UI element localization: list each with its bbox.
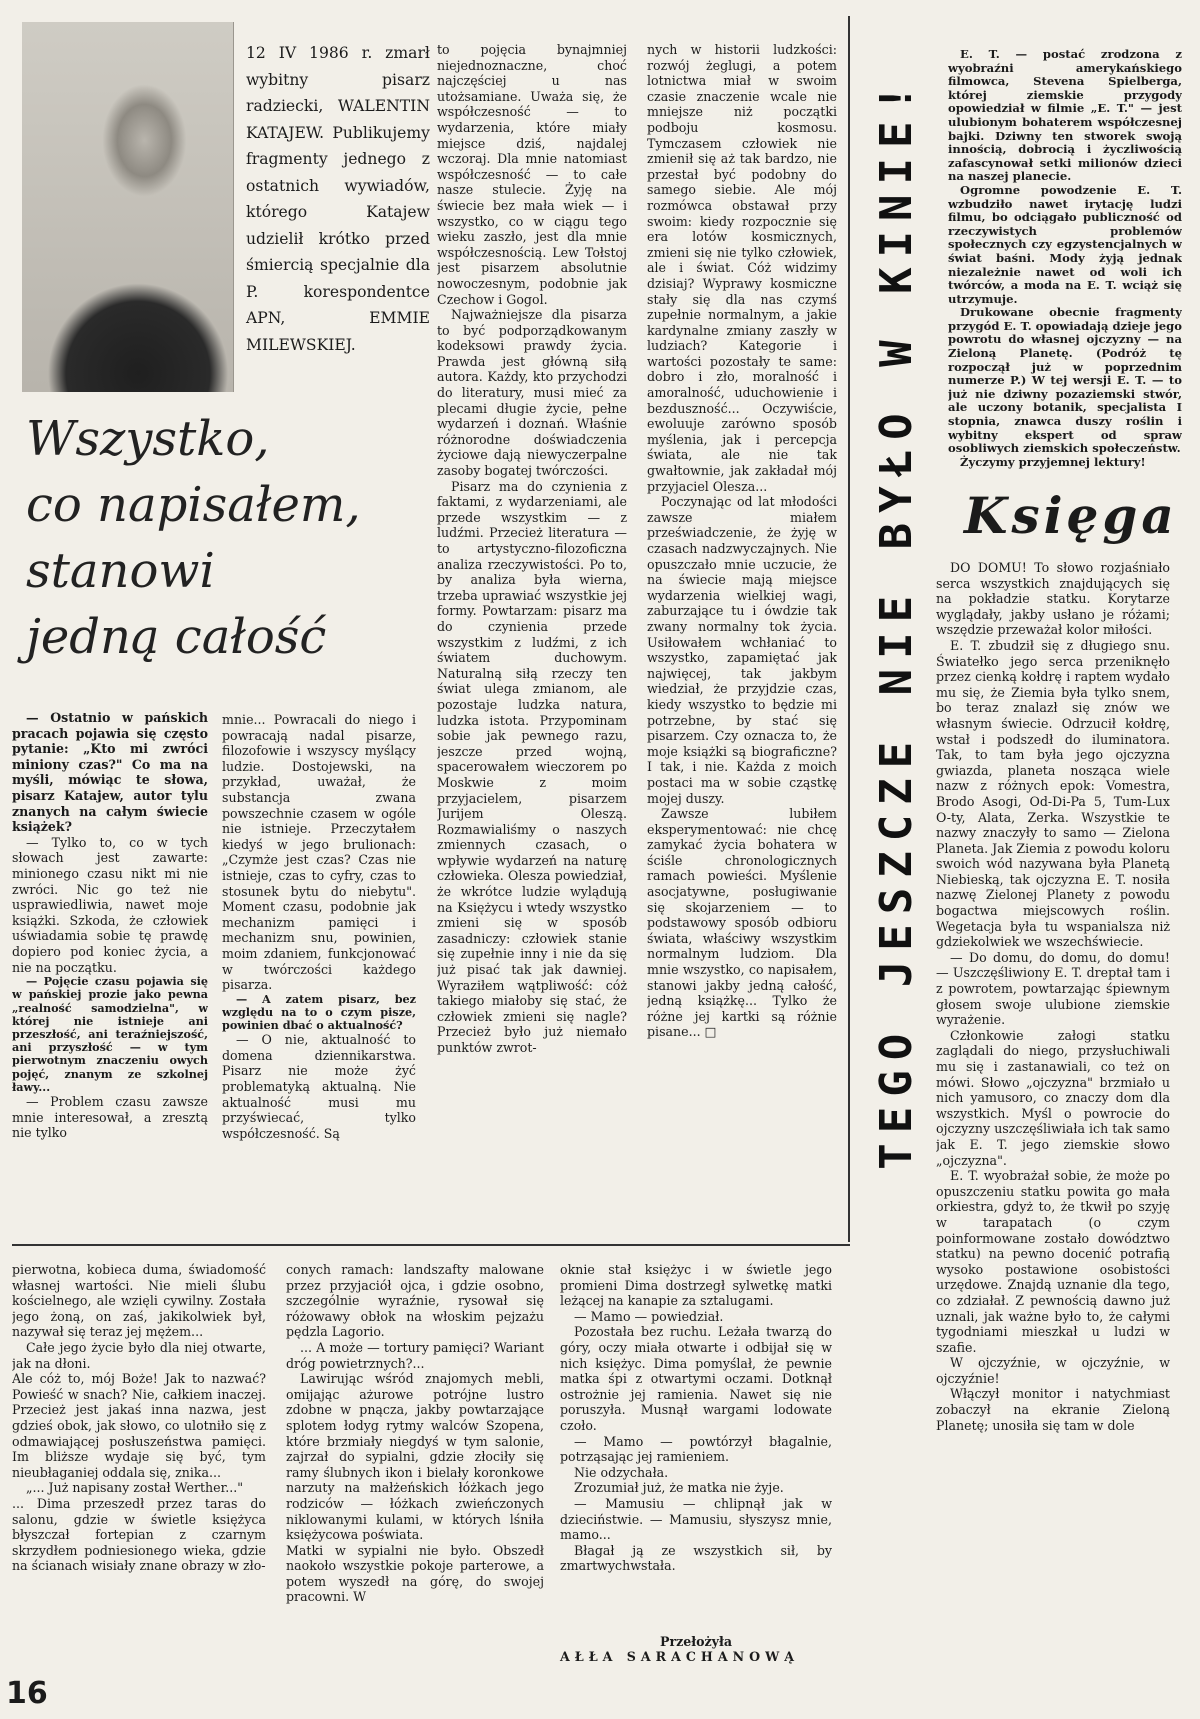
- paragraph: — Ostatnio w pańskich pracach pojawia się często pytanie: „Kto mi zwróci miniony czas?" Co ma na myśli, mówiąc te słowa, pisarz Katajew, autor tylu znanych na całym świecie książek?: [12, 710, 208, 835]
- left-column-4: [647, 42, 837, 1222]
- paragraph: Włączył monitor i natychmiast zobaczył na ekranie Zieloną Planetę; unosiła się tam w dole: [936, 1386, 1170, 1433]
- paragraph: Zawsze lubiłem eksperymentować: nie chcę zamykać życia bohatera w ściśle chronologicznych ramach powieści. Myślenie asocjatywne, posługiwanie się skojarzeniem — to podstawowy sposób odbioru świata, właściwy wszystkim normalnym ludziom. Dla mnie wszystko, co napisałem, stanowi jakby jedną całość, jedną książkę... Tylko że różne jej kartki są różnie pisane... □: [647, 806, 837, 1040]
- paragraph: — Mamusiu — chlipnął jak w dzieciństwie. — Mamusiu, słyszysz mnie, mamo...: [560, 1495, 832, 1543]
- paragraph: Matki w sypialni nie było. Obszedł naokoło wszystkie pokoje parterowe, a potem wyszedł na górę, do swojej pracowni. W: [286, 1542, 544, 1605]
- paragraph: pierwotna, kobieca duma, świadomość własnej wartości. Nie mieli ślubu kościelnego, ale wzięli cywilny. Została jego żoną, on zaś, jakikolwiek był, nazywał się teraz jej mężem...: [12, 1262, 266, 1340]
- translator-label: Przełożyła: [660, 1634, 732, 1649]
- paragraph: to pojęcia bynajmniej niejednoznaczne, choć najczęściej u nas utożsamiane. Uważa się, że współczesność — to wydarzenia, które miały miejsce dziś, najdalej wczoraj. Dla mnie natomiast współczesność — to całe nasze stulecie. Żyję na świecie bez mała wiek — i wszystko, co w ciągu tego wieku zaszło, jest dla mnie współczesnością. Lew Tołstoj jest pisarzem absolutnie nowoczesnym, podobnie jak Czechow i Gogol.: [437, 42, 627, 307]
- left-column-2: [222, 712, 416, 1220]
- intro-paragraph: 12 IV 1986 r. zmarł wybitny pisarz radziecki, WALENTIN KATAJEW. Publikujemy fragmenty jednego z ostatnich wywiadów, którego Katajew udzielił krótko przed śmiercią specjalnie dla P. korespondentce APN, EMMIE MILEWSKIEJ.: [246, 44, 430, 354]
- left-column-3: [437, 42, 627, 1222]
- section-title: Księga: [964, 486, 1178, 545]
- paragraph: E. T. zbudził się z długiego snu. Światełko jego serca przeniknęło przez cienką kołdrę i raptem wydało mu się, że Ziemia była tylko snem, bo teraz znalazł się znów we własnym świecie. Odrzucił kołdrę, wstał i podszedł do iluminatora. Tak, to tam była jego ojczyzna gwiazda, planeta nosząca wiele nazw z różnych epok: Vomestra, Brodo Asogi, Od-Di-Pa 5, Tum-Lux O-ty, Alata, Zerka. Wszystkie te nazwy znaczyły to samo — Zielona Planeta. Jak Ziemia z powodu koloru swoich wód nazywana była Planetą Niebieską, tak ojczyzna E. T. nosiła nazwę Zielonej Planety z powodu bogactwa miejscowych roślin. Wegetacja była tu wspanialsza niż gdziekolwiek we wszechświecie.: [936, 637, 1170, 950]
- paragraph: W ojczyźnie, w ojczyźnie, w ojczyźnie!: [936, 1355, 1170, 1386]
- paragraph: Pisarz ma do czynienia z faktami, z wydarzeniami, ale przede wszystkim — z ludźmi. Przecież literatura — to artystyczno-filozoficzna analiza rzeczywistości. Po to, by analiza była wierna, trzeba uprawiać wszystkie jej formy. Powtarzam: pisarz ma do czynienia przede wszystkim z ludźmi, z ich światem duchowym. Naturalną siłą rzeczy ten świat ulega zmianom, ale pozostaje ludzka natura, ludzka istota. Przypominam sobie jak pewnego razu, jeszcze przed wojną, spacerowałem wieczorem po Moskwie z moim przyjacielem, pisarzem Jurijem Oleszą. Rozmawialiśmy o naszych zmiennych czasach, o wpływie wydarzeń na naturę człowieka. Olesza powiedział, że wkrótce ludzie wylądują na Księżycu i wtedy wszystko zmieni się w sposób zasadniczy: człowiek stanie się zupełnie inny i nie da się już pisać tak jak dawniej. Wyraziłem wątpliwość: cóż takiego miałoby się stać, że człowiek zmieni się nagle? Przecież było już niemało punktów zwrot-: [437, 478, 627, 1055]
- paragraph: Lawirując wśród znajomych mebli, omijając ażurowe potrójne lustro zdobne w pnącza, jakby powtarzające splotem łodyg rytmy walców Szopena, które brzmiały niegdyś w tym salonie, zajrzał do sypialni, gdzie złociły się ramy ślubnych ikon i bielały koronkowe narzuty na małżeńskich łóżkach jego rodziców — łóżkach zwieńczonych niklowanymi kulami, w których lśniła księżycowa poświata.: [286, 1371, 544, 1543]
- paragraph: Zrozumiał już, że matka nie żyje.: [574, 1480, 784, 1496]
- paragraph: Najważniejsze dla pisarza to być podporządkowanym kodeksowi prawdy życia. Prawda jest główną siłą autora. Każdy, kto przychodzi do literatury, musi mieć za plecami długie życie, pełne wydarzeń i doznań. Właśnie różnorodne doświadczenia życiowe dają niewyczerpalne zasoby bogatej twórczości.: [437, 307, 627, 479]
- paragraph: — Problem czasu zawsze mnie interesował, a zresztą nie tylko: [12, 1093, 208, 1141]
- page-number: 16: [6, 1676, 48, 1711]
- headline-line-2: co napisałem,: [26, 477, 361, 533]
- paragraph: ... A może — tortury pamięci? Wariant dróg powietrznych?...: [286, 1339, 544, 1371]
- paragraph: Pozostała bez ruchu. Leżała twarzą do góry, oczy miała otwarte i odbijał się w nich księżyc. Dima pomyślał, że pewnie matka śpi z otwartymi oczami. Dotknął ostrożnie jej ramienia. Nawet się nie poruszyła. Musnął wargami lodowate czoło.: [560, 1324, 832, 1433]
- paragraph: Życzymy przyjemnej lektury!: [960, 454, 1146, 469]
- right-column: [936, 560, 1170, 1710]
- paragraph: DO DOMU! To słowo rozjaśniało serca wszystkich znajdujących się na pokładzie statku. Korytarze wyglądały, jakby usłano je różami; wszędzie przeważał kolor miłości.: [936, 560, 1170, 638]
- paragraph: — Mamo — powtórzył błagalnie, potrząsając jej ramieniem.: [560, 1433, 832, 1465]
- author-photo: [22, 22, 234, 392]
- headline-line-4: jedną całość: [26, 609, 327, 665]
- paragraph: — Tylko to, co w tych słowach jest zawarte: minionego czasu nikt mi nie zwróci. Nic go też nie usprawiedliwia, nawet moje książki. Szkoda, że człowiek uświadamia sobie tę prawdę dopiero pod koniec życia, a nie na początku.: [12, 834, 208, 975]
- translator-name: AŁŁA SARACHANOWĄ: [560, 1649, 800, 1664]
- paragraph: Poczynając od lat młodości zawsze miałem przeświadczenie, że żyję w czasach nadzwyczajnych. Nie opuszczało mnie uczucie, że na świecie mają miejsce wydarzenia wielkiej wagi, zaburzające tu i ówdzie tak zwany normalny tok życia. Usiłowałem wchłaniać to wszystko, zapamiętać jak najwięcej, tak jakbym wiedział, że przyjdzie czas, kiedy wszystko to będzie mi potrzebne, by stać się pisarzem. Czy oznacza to, że moje książki są biograficzne? I tak, i nie. Każda z moich postaci ma w sobie cząstkę mojej duszy.: [647, 494, 837, 806]
- paragraph: — Mamo — powiedział.: [574, 1308, 724, 1324]
- paragraph: ... Dima przeszedł przez taras do salonu, gdzie w świetle księżyca błyszczał fortepian z czarnym skrzydłem podniesionego wieka, gdzie na ścianach wisiały znane obrazy w zło-: [12, 1495, 266, 1574]
- vertical-banner: TEGO JESZCZE NIE BYŁO W KINIE!: [870, 74, 922, 1170]
- paragraph: conych ramach: landszafty malowane przez przyjaciół ojca, i gdzie osobno, szczególnie wyraźnie, rysował się różowawy obłok na włoskim pejzażu pędzla Lagorio.: [286, 1262, 544, 1340]
- paragraph: Błagał ją ze wszystkich sił, by zmartwychwstała.: [560, 1542, 832, 1574]
- bottom-column-1: [12, 1262, 266, 1682]
- paragraph: E. T. — postać zrodzona z wyobraźni amerykańskiego filmowca, Stevena Spielberga, której ziemskie przygody opowiedział w filmie „E. T." — jest ulubionym bohaterem współczesnej bajki. Dziwny ten stworek swoją innością, dobrocią i życzliwością zafascynował setki milionów dzieci na naszej planecie.: [948, 48, 1182, 184]
- paragraph: Drukowane obecnie fragmenty przygód E. T. opowiadają dzieje jego powrotu do własnej ojczyzny — na Zieloną Planetę. (Podróż tę rozpoczął już w poprzednim numerze P.) W tej wersji E. T. — to już nie dziwny pozaziemski stwór, ale uczony botanik, specjalista I stopnia, znawca duszy roślin i wybitny ekspert od spraw osobliwych ziemskich społeczeństw.: [948, 305, 1182, 456]
- column-divider: [848, 16, 850, 1242]
- paragraph: Ale cóż to, mój Boże! Jak to nazwać? Powieść w snach? Nie, całkiem inaczej. Przecież jest jakaś inna nazwa, jest gdzieś obok, jak słowo, co ulotniło się z odmawiającej posłuszeństwa pamięci. Im bliższe wydaje się być, tym nieubłaganiej oddala się, znika...: [12, 1371, 266, 1480]
- paragraph: mnie... Powracali do niego i powracają nadal pisarze, filozofowie i wszyscy myślący ludzie. Dostojewski, na przykład, uważał, że substancja zwana powszechnie czasem w ogóle nie istnieje. Przeczytałem kiedyś w jego brulionach: „Czymże jest czas? Czas nie istnieje, czas to cyfry, czas to stosunek bytu do niebytu". Moment czasu, podobnie jak mechanizm pamięci i mechanizm snu, powinien, moim zdaniem, funkcjonować w twórczości każdego pisarza.: [222, 712, 416, 993]
- paragraph: — A zatem pisarz, bez względu na to o czym pisze, powinien dbać o aktualność?: [222, 991, 416, 1033]
- paragraph: Nie odzychała.: [574, 1464, 669, 1480]
- left-column-1: [12, 710, 208, 1220]
- paragraph: Ogromne powodzenie E. T. wzbudziło nawet irytację ludzi filmu, bo odciągało publiczność od rzeczywistych problemów społecznych czy egzystencjalnych w świat baśni. Mody żyją jednak niezależnie nawet od woli ich twórców, a moda na E. T. wciąż się utrzymuje.: [948, 182, 1182, 306]
- headline-line-1: Wszystko,: [26, 411, 270, 467]
- paragraph: — O nie, aktualność to domena dziennikarstwa. Pisarz nie może żyć problematyką aktualną. Nie aktualność musi mu przyświecać, tylko współczesność. Są: [222, 1032, 416, 1141]
- headline: [26, 410, 406, 666]
- headline-line-3: stanowi: [26, 543, 215, 599]
- horizontal-divider: [12, 1244, 850, 1246]
- paragraph: Członkowie załogi statku zaglądali do niego, przysłuchiwali mu się i zastanawiali, co też on mówi. Słowo „ojczyzna" brzmiało u nich yamusoro, co znaczy dom dla wszystkich. Myśl o powrocie do ojczyzny uszczęśliwiała ich tak samo jak E. T. jego ziemskie słowo „ojczyzna".: [936, 1027, 1170, 1168]
- paragraph: — Do domu, do domu, do domu! — Uszczęśliwiony E. T. dreptał tam i z powrotem, powtarzając śpiewnym głosem swoje ulubione ziemskie wyrażenie.: [936, 949, 1170, 1028]
- paragraph: „... Już napisany został Werther...": [26, 1480, 244, 1496]
- paragraph: nych w historii ludzkości: rozwój żeglugi, a potem lotnictwa miał w swoim czasie znaczenie wcale nie mniejsze niż początki podboju kosmosu. Tymczasem człowiek nie zmienił się aż tak bardzo, nie przestał być podobny do samego siebie. Ale mój rozmówca obstawał przy swoim: kiedy rozpocznie się era lotów kosmicznych, zmieni się nie tylko człowiek, ale i świat. Cóż widzimy dzisiaj? Wyprawy kosmiczne stały się dla nas czymś zupełnie normalnym, a jakie kardynalne zmiany zaszły w ludziach? Kategorie i wartości pozostały te same: dobro i zło, moralność i amoralność, uduchowienie i bezduszność... Oczywiście, ewoluuje zarówno sposób myślenia, jak i percepcja świata, ale nie tak gwałtownie, jak zakładał mój przyjaciel Olesza...: [647, 42, 837, 494]
- translator-credit: [560, 1630, 832, 1664]
- paragraph: oknie stał księżyc i w świetle jego promieni Dima dostrzegł sylwetkę matki leżącej na kanapie za sztalugami.: [560, 1262, 832, 1309]
- bottom-column-3: [560, 1262, 832, 1682]
- paragraph: — Pojęcie czasu pojawia się w pańskiej prozie jako pewna „realność samodzielna", w której nie istnieje ani przeszłość, ani teraźniejszość, ani przyszłość — w tym pierwotnym znaczeniu owych pojęć, znanym ze szkolnej ławy...: [12, 974, 208, 1094]
- paragraph: E. T. wyobrażał sobie, że może po opuszczeniu statku powita go mała orkiestra, gdyż to, że tkwił po szyję w tarapatach (o czym poinformowane zostało dowództwo statku) na pewno docenić potrafią wysoko postawione osobistości urzędowe. Znajdą uznanie dla tego, co zdziałał. Z pewnością dawno już uznali, jak ważne było to, że całymi tygodniami mieszkał u ludzi w szafie.: [936, 1168, 1170, 1355]
- right-intro-box: [948, 48, 1182, 478]
- bottom-column-2: [286, 1262, 544, 1682]
- paragraph: Całe jego życie było dla niej otwarte, jak na dłoni.: [12, 1339, 266, 1371]
